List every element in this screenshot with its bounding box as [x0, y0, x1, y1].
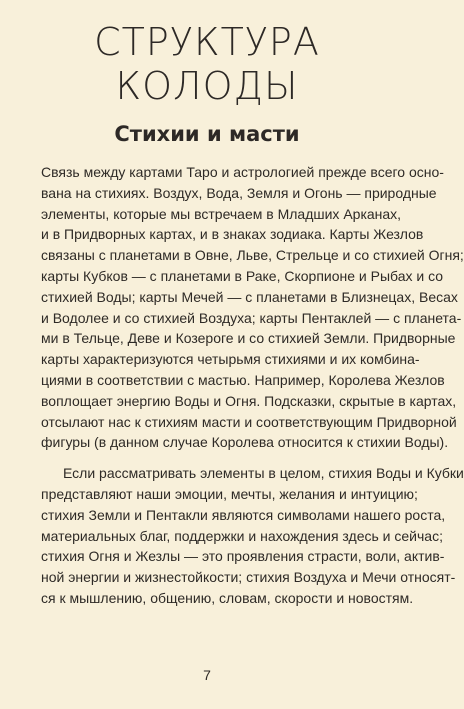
chapter-title-line-2: КОЛОДЫ: [115, 64, 299, 108]
text-line: ной энергии и жизнестойкости; стихия Воздуха и Мечи относят-: [41, 569, 456, 586]
text-line: Если рассматривать элементы в целом, стихия Воды и Кубки: [63, 465, 464, 482]
text-line: материальных благ, поддержки и нахождения здесь и сейчас;: [41, 527, 443, 544]
text-line: воплощает энергию Воды и Огня. Подсказки, скрытые в картах,: [41, 392, 457, 409]
text-line: карты Кубков — с планетами в Раке, Скорпионе и Рыбах и со: [41, 267, 444, 284]
text-line: отсылают нас к стихиям масти и соответствующим Придворной: [41, 413, 457, 430]
text-line: вана на стихиях. Воздух, Вода, Земля и Огонь — природные: [41, 184, 437, 201]
paragraph-gap: [41, 453, 377, 463]
text-line: представляют наши эмоции, мечты, желания и интуицию;: [41, 485, 418, 502]
text-line: ся к мышлению, общению, словам, скорости и новостям.: [41, 589, 414, 606]
text-line: и Водолее и со стихией Воздуха; карты Пентаклей — с планета-: [41, 309, 462, 326]
text-line: элементы, которые мы встречаем в Младших Арканах,: [41, 205, 402, 222]
chapter-title-line-1: СТРУКТУРА: [94, 20, 320, 64]
text-line: Связь между картами Таро и астрологией прежде всего осно-: [41, 164, 444, 180]
page-number: 7: [203, 667, 211, 683]
section-subtitle: Стихии и масти: [114, 122, 300, 146]
text-line: стихия Огня и Жезлы — это проявления страсти, воли, актив-: [41, 548, 445, 565]
paragraph-1: [41, 162, 464, 453]
body-text: [41, 162, 464, 609]
text-line: циями в соответствии с мастью. Например, Королева Жезлов: [41, 371, 445, 388]
paragraph-2: [41, 463, 464, 609]
text-line: связаны с планетами в Овне, Льве, Стрельце и со стихией Огня;: [41, 247, 464, 264]
text-line: стихией Воды; карты Мечей — с планетами в Близнецах, Весах: [41, 288, 458, 305]
text-line: карты характеризуются четырьмя стихиями и их комбина-: [41, 351, 420, 368]
text-line: и в Придворных картах, и в знаках зодиака. Карты Жезлов: [41, 226, 424, 243]
text-line: стихия Земли и Пентакли являются символами нашего роста,: [41, 506, 446, 523]
text-line: фигуры (в данном случае Королева относится к стихии Воды).: [41, 434, 449, 451]
text-line: ми в Тельце, Деве и Козероге и со стихией Земли. Придворные: [41, 330, 456, 347]
